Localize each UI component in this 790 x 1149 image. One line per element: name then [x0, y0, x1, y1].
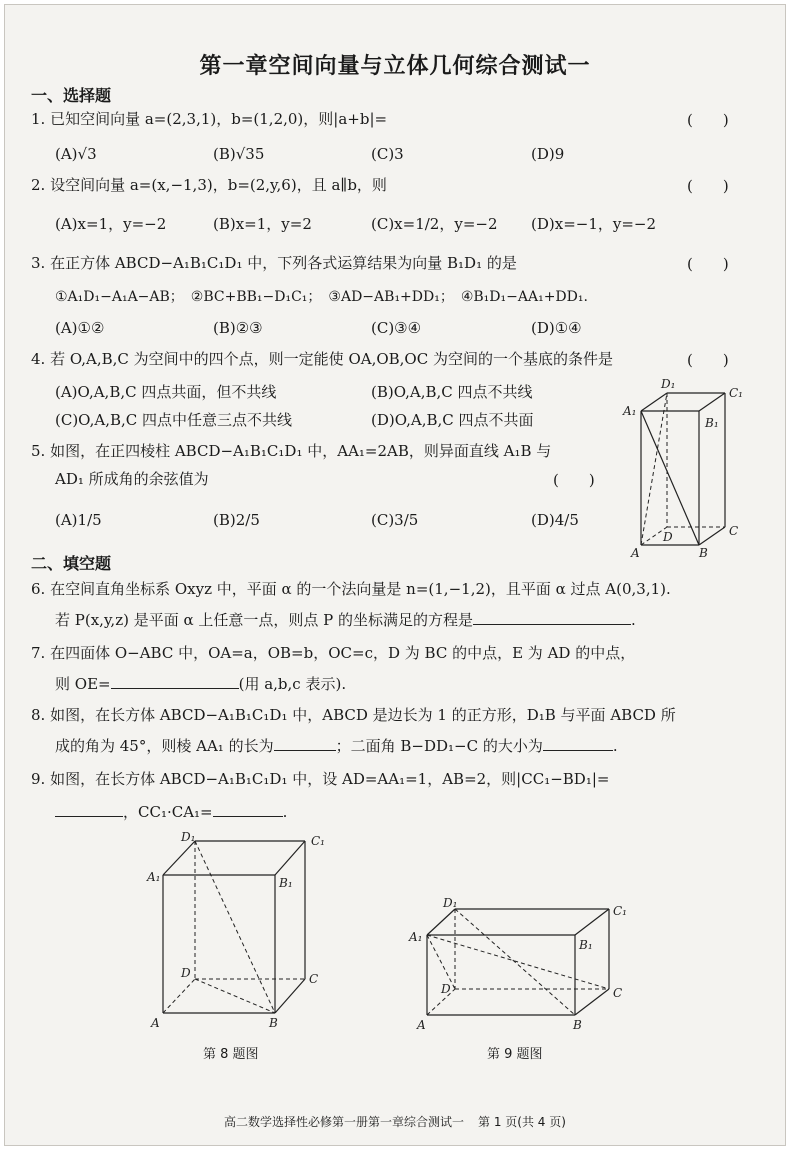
q2-stem: 2. 设空间向量 a=(x,−1,3)，b=(2,y,6)，且 a∥b，则 [31, 176, 387, 194]
fig8-label-b: B [269, 1016, 278, 1030]
footer-book-title: 高二数学选择性必修第一册第一章综合测试一 [224, 1115, 465, 1129]
fig5-label-b: B [699, 546, 708, 560]
q9-line2-text: ，CC₁·CA₁= [123, 803, 213, 821]
q9-line2 [55, 801, 287, 822]
q5-option-d: (D)4/5 [531, 511, 579, 529]
q2-option-b: (B)x=1，y=2 [213, 215, 312, 233]
q9-answer-blank-2[interactable] [213, 801, 283, 817]
footer-page-number: 第 1 页(共 4 页) [478, 1115, 566, 1129]
q6-end-mark: . [631, 611, 636, 629]
page-footer [5, 1113, 785, 1130]
fig5-label-d: D [663, 530, 673, 544]
q1-option-b: (B)√35 [213, 145, 265, 163]
q6-line2-text: 若 P(x,y,z) 是平面 α 上任意一点，则点 P 的坐标满足的方程是 [55, 611, 474, 629]
q8-end-mark: . [612, 737, 618, 755]
q2-option-a: (A)x=1，y=−2 [55, 215, 167, 233]
fig5-label-d1: D₁ [661, 377, 676, 391]
q3-option-c: (C)③④ [371, 319, 422, 337]
q3-answer-paren: ( ) [687, 255, 729, 273]
q9-answer-blank-1[interactable] [55, 801, 123, 817]
q2-option-d: (D)x=−1，y=−2 [531, 215, 657, 233]
q7-line2-text: 则 OE= [55, 675, 111, 693]
q5-option-c: (C)3/5 [371, 511, 419, 529]
fig8-label-d: D [181, 966, 191, 980]
page-title: 第一章空间向量与立体几何综合测试一 [199, 54, 591, 79]
q4-option-c: (C)O,A,B,C 四点中任意三点不共线 [55, 411, 293, 429]
q4-answer-paren: ( ) [687, 351, 729, 369]
q1-option-a: (A)√3 [55, 145, 97, 163]
q3-option-a: (A)①② [55, 319, 105, 337]
q5-option-b: (B)2/5 [213, 511, 260, 529]
q1-option-d: (D)9 [531, 145, 565, 163]
fig8-label-a1: A₁ [147, 870, 161, 884]
q7-line2 [55, 673, 346, 694]
q4-stem: 4. 若 O,A,B,C 为空间中的四个点，则一定能使 OA,OB,OC 为空间的一个基底的条件是 [31, 350, 613, 368]
fig5-label-b1: B₁ [705, 416, 719, 430]
fig8-label-c: C [309, 972, 319, 986]
q1-option-c: (C)3 [371, 145, 404, 163]
q3-option-d: (D)①④ [531, 319, 582, 337]
fig9-label-c1: C₁ [613, 904, 627, 918]
q8-line2 [55, 735, 618, 756]
fig5-label-a: A [631, 546, 640, 560]
fig9-label-b1: B₁ [579, 938, 593, 952]
fig8-label-a: A [151, 1016, 160, 1030]
q6-line2 [55, 609, 636, 630]
q8-line2-text: 成的角为 45°，则棱 AA₁ 的长为 [55, 737, 274, 755]
section-fill-heading: 二、填空题 [31, 554, 112, 573]
q9-figure-caption: 第 9 题图 [487, 1047, 543, 1062]
q9-cuboid-figure [405, 893, 645, 1037]
q5-stem-line1: 5. 如图，在正四棱柱 ABCD−A₁B₁C₁D₁ 中，AA₁=2AB，则异面直线 A₁B 与 [31, 442, 552, 460]
q8-answer-blank-2[interactable] [543, 735, 613, 751]
q4-option-d: (D)O,A,B,C 四点不共面 [371, 411, 534, 429]
fig8-label-b1: B₁ [279, 876, 293, 890]
section-choice-heading: 一、选择题 [31, 86, 112, 105]
fig8-label-d1: D₁ [181, 830, 196, 844]
fig9-label-b: B [573, 1018, 582, 1032]
q5-option-a: (A)1/5 [55, 511, 102, 529]
fig5-label-a1: A₁ [623, 404, 637, 418]
q7-line1: 7. 在四面体 O−ABC 中，OA=a，OB=b，OC=c，D 为 BC 的中点，E 为 AD 的中点， [31, 644, 636, 662]
q4-option-b: (B)O,A,B,C 四点不共线 [371, 383, 533, 401]
q5-answer-paren: ( ) [553, 471, 595, 489]
q8-cuboid-figure [145, 827, 345, 1041]
q6-line1: 6. 在空间直角坐标系 Oxyz 中，平面 α 的一个法向量是 n=(1,−1,2)，且平面 α 过点 A(0,3,1). [31, 580, 671, 598]
q1-answer-paren: ( ) [687, 111, 729, 129]
fig9-label-a1: A₁ [409, 930, 423, 944]
fig9-label-d1: D₁ [443, 896, 458, 910]
q4-option-a: (A)O,A,B,C 四点共面，但不共线 [55, 383, 277, 401]
q8-answer-blank-1[interactable] [274, 735, 336, 751]
q3-expression-list: ①A₁D₁−A₁A−AB； ②BC+BB₁−D₁C₁； ③AD−AB₁+DD₁； ④B₁D₁−AA₁+DD₁. [55, 289, 588, 305]
q9-line1: 9. 如图，在长方体 ABCD−A₁B₁C₁D₁ 中，设 AD=AA₁=1，AB=2，则|CC₁−BD₁|= [31, 770, 610, 788]
q3-stem: 3. 在正方体 ABCD−A₁B₁C₁D₁ 中，下列各式运算结果为向量 B₁D₁ 的是 [31, 254, 517, 272]
q2-option-c: (C)x=1/2，y=−2 [371, 215, 498, 233]
q6-answer-blank[interactable] [473, 609, 631, 625]
fig9-label-a: A [417, 1018, 426, 1032]
fig9-label-c: C [613, 986, 623, 1000]
q1-stem: 1. 已知空间向量 a=(2,3,1)，b=(1,2,0)，则|a+b|= [31, 110, 388, 128]
fig5-label-c: C [729, 524, 739, 538]
q8-line1: 8. 如图，在长方体 ABCD−A₁B₁C₁D₁ 中，ABCD 是边长为 1 的正方形，D₁B 与平面 ABCD 所 [31, 706, 676, 724]
q5-stem-line2: AD₁ 所成角的余弦值为 [55, 470, 209, 488]
fig8-label-c1: C₁ [311, 834, 325, 848]
q3-option-b: (B)②③ [213, 319, 263, 337]
q5-prism-figure [619, 375, 769, 569]
q7-line2-tail: (用 a,b,c 表示). [238, 675, 347, 693]
fig9-label-d: D [441, 982, 451, 996]
fig5-label-c1: C₁ [729, 386, 743, 400]
q9-end-mark: . [282, 803, 288, 821]
q2-answer-paren: ( ) [687, 177, 729, 195]
q8-line2-mid: ；二面角 B−DD₁−C 的大小为 [335, 737, 543, 755]
q8-figure-caption: 第 8 题图 [203, 1047, 259, 1062]
q7-answer-blank[interactable] [111, 673, 239, 689]
exam-page [4, 4, 786, 1146]
